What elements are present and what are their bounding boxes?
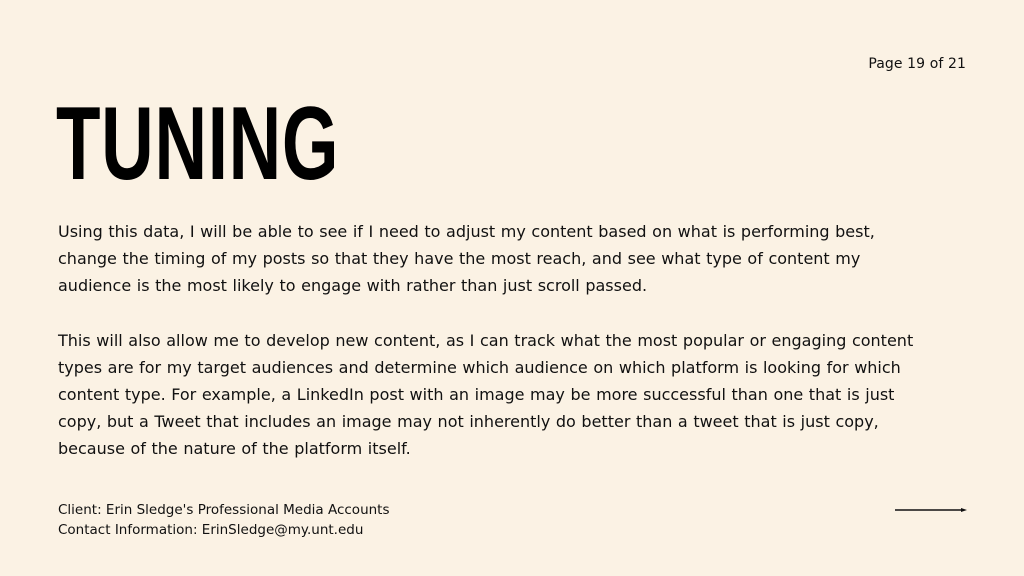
- paragraph-1: Using this data, I will be able to see if I need to adjust my content based on what is performing best, change the timing of my posts so that they have the most reach, and see what type of content my audience is the most likely to engage with rather than just scroll passed.: [58, 222, 875, 296]
- arrow-right-icon[interactable]: [895, 505, 967, 515]
- client-info: Client: Erin Sledge's Professional Media Accounts: [58, 502, 390, 518]
- paragraph-2: This will also allow me to develop new content, as I can track what the most popular or engaging content types are for my target audiences and determine which audience on which platform is looking for which content type. For example, a LinkedIn post with an image may be more successful than one that is just copy, but a Tweet that includes an image may not inherently do better than a tweet that is just copy, because of the nature of the platform itself.: [58, 330, 914, 459]
- footer: [58, 500, 390, 540]
- body-text: [58, 218, 938, 490]
- page-title: TUNING: [56, 86, 340, 202]
- page-number: Page 19 of 21: [868, 56, 966, 72]
- contact-info: Contact Information: ErinSledge@my.unt.edu: [58, 522, 364, 538]
